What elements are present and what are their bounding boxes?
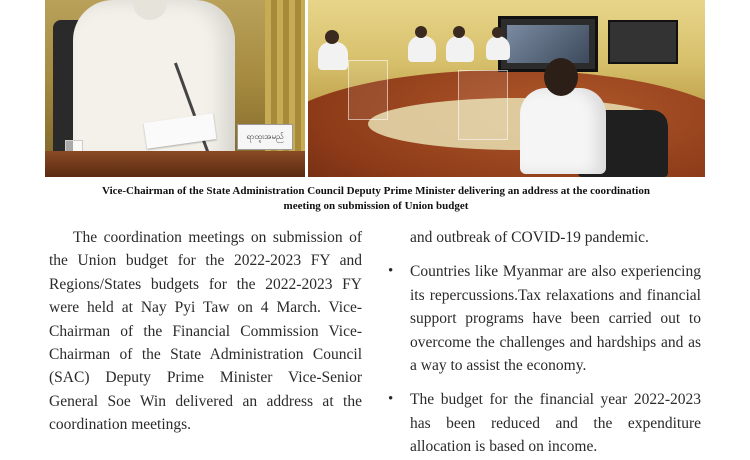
attendee	[486, 36, 510, 60]
attendee	[318, 42, 348, 70]
bullet-item	[388, 388, 701, 458]
meeting-photo	[308, 0, 705, 177]
attendee-foreground	[520, 88, 606, 174]
attendee	[446, 36, 474, 62]
attendee	[408, 36, 436, 62]
continued-text: and outbreak of COVID-19 pandemic.	[410, 229, 649, 246]
bullet-text: Countries like Myanmar are also experiencing its repercussions.Tax relaxations and financial support programs have been carried out to overcome the challenges and hardships and as a way to assist the economy.	[410, 263, 701, 375]
glass-partition	[348, 60, 388, 120]
bullet-icon: •	[388, 391, 394, 408]
nameplate: ရာထူးအမည်	[237, 124, 293, 150]
attendee-head	[544, 58, 578, 96]
lectern	[45, 151, 305, 177]
speaker-photo	[45, 0, 305, 177]
attendee-head	[453, 26, 465, 38]
caption-line: Vice-Chairman of the State Administration Council Deputy Prime Minister delivering an address at the coordination	[102, 185, 650, 197]
attendee-head	[492, 27, 503, 38]
article-paragraph: The coordination meetings on submission of the Union budget for the 2022-2023 FY and Regions/States budgets for the 2022-2023 FY were held at Nay Pyi Taw on 4 March. Vice-Chairman of the Financial Commission Vice-Chairman of the State Administration Council (SAC) Deputy Prime Minister Vice-Senior General Soe Win delivered an address at the coordination meetings.	[49, 229, 362, 434]
attendee-head	[415, 26, 427, 38]
video-screen-2	[608, 20, 678, 64]
attendee-head	[325, 30, 339, 44]
bullet-item	[388, 260, 701, 377]
caption-line: meeting on submission of Union budget	[283, 200, 469, 212]
article-column-right	[388, 226, 701, 459]
photo-strip	[45, 0, 705, 177]
photo-caption	[48, 184, 704, 214]
bullet-icon: •	[388, 263, 394, 280]
article-column-left	[49, 226, 362, 437]
glass-partition	[458, 70, 508, 140]
bullet-text: The budget for the financial year 2022-2023 has been reduced and the expenditure allocation is based on income.	[410, 391, 701, 456]
